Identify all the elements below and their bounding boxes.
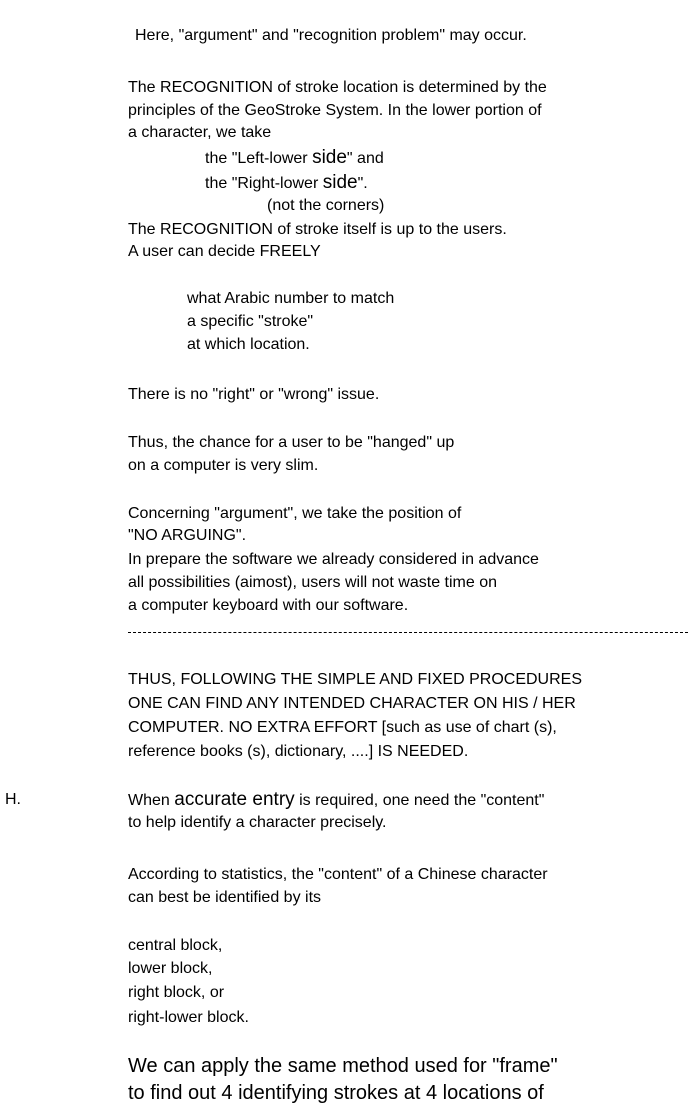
text-line: what Arabic number to match — [187, 290, 395, 307]
text-line: The RECOGNITION of stroke location is determined by the — [128, 79, 547, 96]
dashed-divider — [128, 632, 688, 633]
section-label: H. — [5, 791, 21, 808]
text-line: at which location. — [187, 336, 310, 353]
emphasis-text: side — [322, 172, 358, 193]
text-span: " and — [346, 150, 384, 167]
text-line: central block, — [128, 937, 223, 954]
text-span: is required, one need the "content" — [294, 792, 545, 809]
text-line: Thus, the chance for a user to be "hanged" up — [128, 434, 455, 451]
text-line: lower block, — [128, 960, 213, 977]
text-line — [205, 173, 368, 194]
text-line: can best be identified by its — [128, 889, 322, 906]
text-line: The RECOGNITION of stroke itself is up to the users. — [128, 221, 507, 238]
text-line: a character, we take — [128, 124, 272, 141]
text-line — [205, 148, 384, 169]
text-line: (not the corners) — [267, 197, 385, 214]
text-line: on a computer is very slim. — [128, 457, 319, 474]
text-line: COMPUTER. NO EXTRA EFFORT [such as use of chart (s), — [128, 719, 557, 736]
emphasis-text: side — [312, 147, 347, 168]
emphasis-text: accurate entry — [174, 789, 295, 810]
text-line: Concerning "argument", we take the position of — [128, 505, 462, 522]
text-line: a specific "stroke" — [187, 313, 314, 330]
text-line: A user can decide FREELY — [128, 243, 321, 260]
text-line: We can apply the same method used for "frame" — [128, 1055, 558, 1077]
text-line: to find out 4 identifying strokes at 4 locations of — [128, 1082, 544, 1104]
text-line: Here, "argument" and "recognition problem" may occur. — [135, 27, 527, 44]
text-span: When — [128, 792, 175, 809]
text-line: reference books (s), dictionary, ....] IS NEEDED. — [128, 743, 469, 760]
text-line: According to statistics, the "content" of a Chinese character — [128, 866, 548, 883]
text-line: ONE CAN FIND ANY INTENDED CHARACTER ON HIS / HER — [128, 695, 576, 712]
text-line: a computer keyboard with our software. — [128, 597, 409, 614]
text-line: to help identify a character precisely. — [128, 814, 387, 831]
text-line: principles of the GeoStroke System. In the lower portion of — [128, 102, 542, 119]
text-span: ". — [357, 175, 368, 192]
text-line: In prepare the software we already considered in advance — [128, 551, 539, 568]
text-span: the "Left-lower — [205, 150, 313, 167]
text-line: right-lower block. — [128, 1009, 249, 1026]
text-line: There is no "right" or "wrong" issue. — [128, 386, 380, 403]
text-line: right block, or — [128, 984, 225, 1001]
text-line: THUS, FOLLOWING THE SIMPLE AND FIXED PROCEDURES — [128, 671, 582, 688]
text-line: "NO ARGUING". — [128, 527, 247, 544]
text-span: the "Right-lower — [205, 175, 323, 192]
text-line: all possibilities (aimost), users will not waste time on — [128, 574, 498, 591]
text-line — [128, 790, 544, 811]
